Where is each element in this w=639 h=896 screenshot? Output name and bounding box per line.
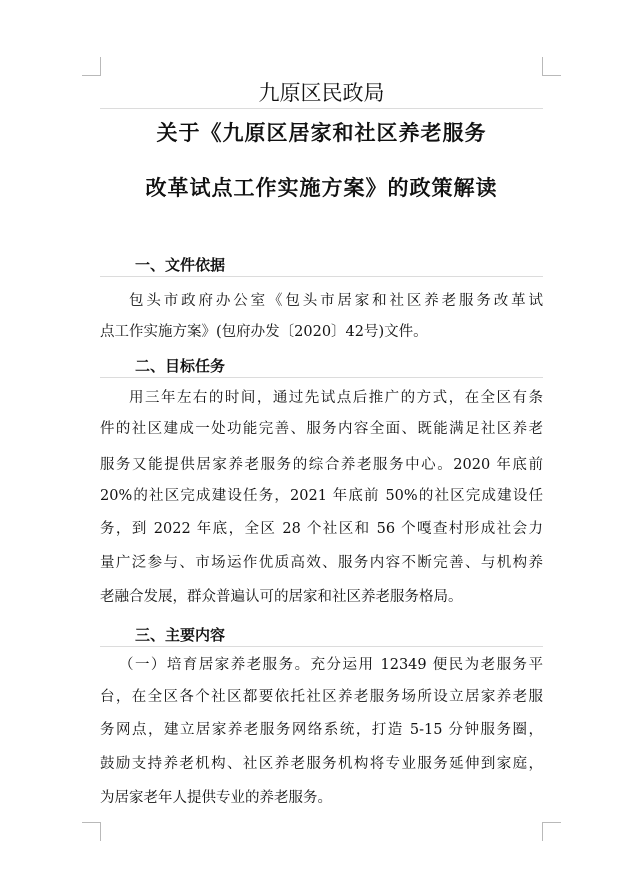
paragraph-line: 老融合发展，群众普遍认可的居家和社区养老服务格局。 [100, 589, 463, 605]
section-heading-basis: 一、文件依据 [100, 254, 543, 277]
paragraph-line: 点工作实施方案》(包府办发〔2020〕42号)文件。 [100, 324, 428, 340]
paragraph-line: 用三年左右的时间，通过先试点后推广的方式，在全区有条 [129, 390, 543, 406]
paragraph-line: 鼓励支持养老机构、社区养老服务机构将专业服务延伸到家庭， [100, 756, 543, 772]
section-heading-content: 三、主要内容 [100, 624, 543, 647]
paragraph-line: 务网点，建立居家养老服务网络系统，打造 5-15 分钟服务圈， [100, 722, 543, 738]
document-title-line-2: 改革试点工作实施方案》的政策解读 [145, 175, 498, 200]
document-title-line-1: 关于《九原区居家和社区养老服务 [156, 120, 487, 145]
paragraph-line: 件的社区建成一处功能完善、服务内容全面、既能满足社区养老 [100, 421, 543, 437]
paragraph-line: （一）培育居家养老服务。充分运用 12349 便民为老服务平 [119, 657, 543, 673]
margin-corner-bottom-left [82, 822, 101, 841]
margin-corner-top-right [542, 57, 561, 76]
paragraph-line: 务，到 2022 年底，全区 28 个社区和 56 个嘎查村形成社会力 [100, 521, 543, 537]
org-title: 九原区民政局 [100, 78, 543, 109]
margin-corner-bottom-right [542, 822, 561, 841]
paragraph-line: 服务又能提供居家养老服务的综合养老服务中心。2020 年底前 [100, 457, 543, 473]
paragraph-line: 包头市政府办公室《包头市居家和社区养老服务改革试 [129, 293, 543, 309]
margin-corner-top-left [82, 57, 101, 76]
paragraph-line: 为居家老年人提供专业的养老服务。 [100, 790, 332, 806]
paragraph-line: 20%的社区完成建设任务，2021 年底前 50%的社区完成建设任 [100, 488, 543, 504]
paragraph-line: 量广泛参与、市场运作优质高效、服务内容不断完善、与机构养 [100, 555, 543, 571]
paragraph-line: 台，在全区各个社区都要依托社区养老服务场所设立居家养老服 [100, 689, 543, 705]
section-heading-goals: 二、目标任务 [100, 355, 543, 378]
